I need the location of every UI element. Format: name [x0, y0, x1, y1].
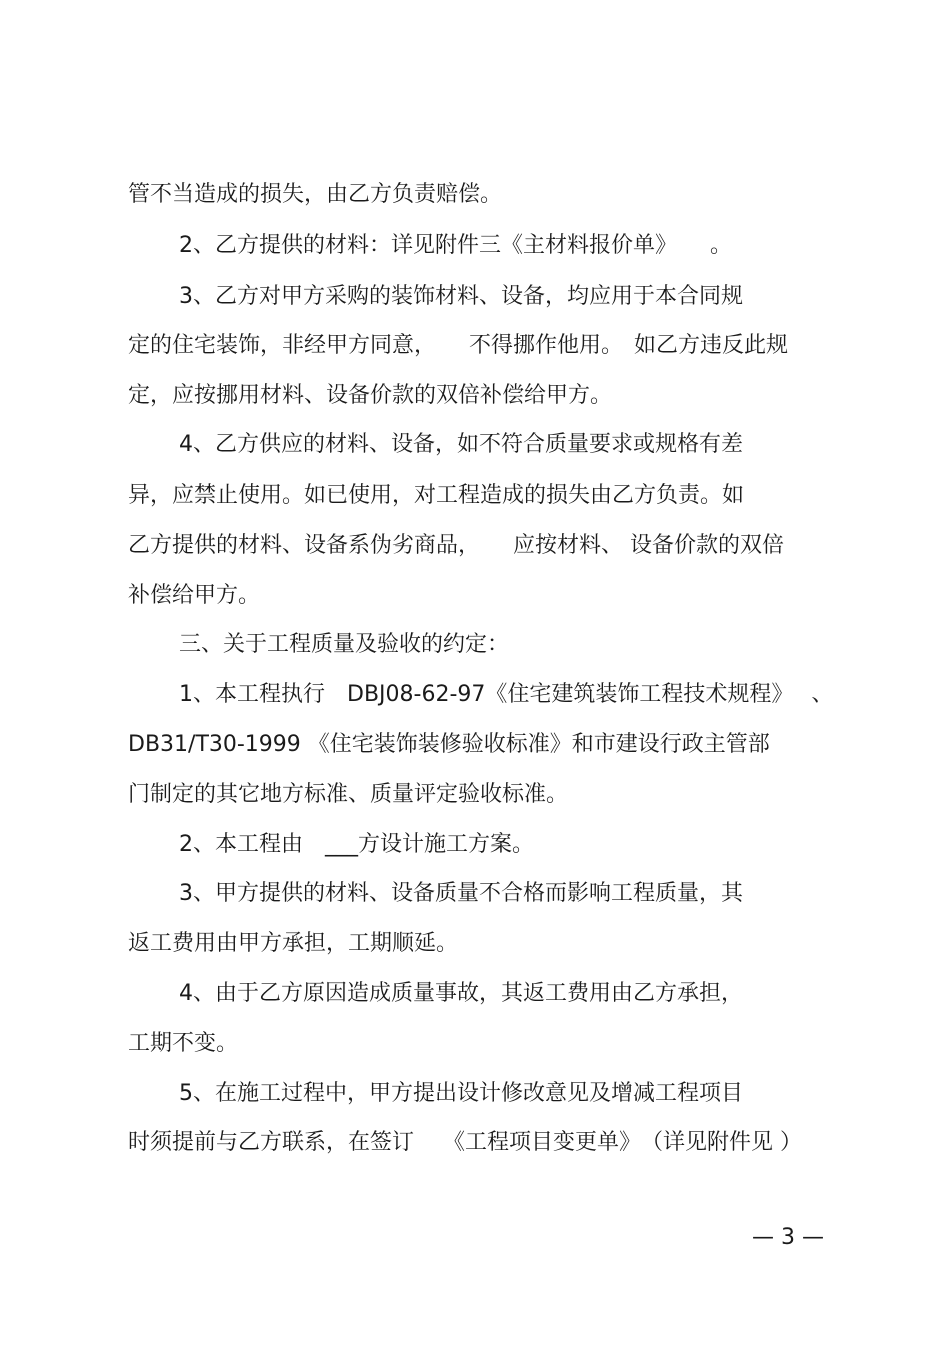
text-line: 异，应禁止使用。如已使用，对工程造成的损失由乙方负责。如 — [128, 483, 745, 508]
text-line: 4、乙方供应的材料、设备，如不符合质量要求或规格有差 — [179, 432, 743, 457]
text-line: 1、本工程执行 DBJ08-62-97《住宅建筑装饰工程技术规程》 、 — [179, 682, 834, 707]
text-line: 返工费用由甲方承担，工期顺延。 — [128, 931, 459, 956]
text-line: 2、乙方提供的材料：详见附件三《主材料报价单》 。 — [179, 233, 732, 258]
text-line: 管不当造成的损失，由乙方负责赔偿。 — [128, 182, 503, 207]
text-line: 3、甲方提供的材料、设备质量不合格而影响工程质量，其 — [179, 881, 743, 906]
text-line: 2、本工程由 ___方设计施工方案。 — [179, 832, 534, 857]
text-line: DB31/T30-1999 《住宅装饰装修验收标准》和市建设行政主管部 — [128, 732, 770, 757]
text-line: 4、由于乙方原因造成质量事故，其返工费用由乙方承担， — [179, 981, 743, 1006]
text-line: 定，应按挪用材料、设备价款的双倍补偿给甲方。 — [128, 383, 613, 408]
text-line: 门制定的其它地方标准、质量评定验收标准。 — [128, 782, 569, 807]
section-heading: 三、关于工程质量及验收的约定： — [179, 632, 510, 657]
text-line: 3、乙方对甲方采购的装饰材料、设备，均应用于本合同规 — [179, 284, 743, 309]
text-line: 时须提前与乙方联系，在签订 《工程项目变更单》 （详见附件见 ） — [128, 1130, 802, 1155]
text-line: 工期不变。 — [128, 1031, 239, 1056]
text-line: 补偿给甲方。 — [128, 583, 261, 608]
text-line: 5、在施工过程中，甲方提出设计修改意见及增减工程项目 — [179, 1081, 743, 1106]
text-line: 定的住宅装饰，非经甲方同意， 不得挪作他用。 如乙方违反此规 — [128, 333, 789, 358]
page-number: — 3 — — [752, 1225, 824, 1250]
text-line: 乙方提供的材料、设备系伪劣商品， 应按材料、 设备价款的双倍 — [128, 533, 784, 558]
